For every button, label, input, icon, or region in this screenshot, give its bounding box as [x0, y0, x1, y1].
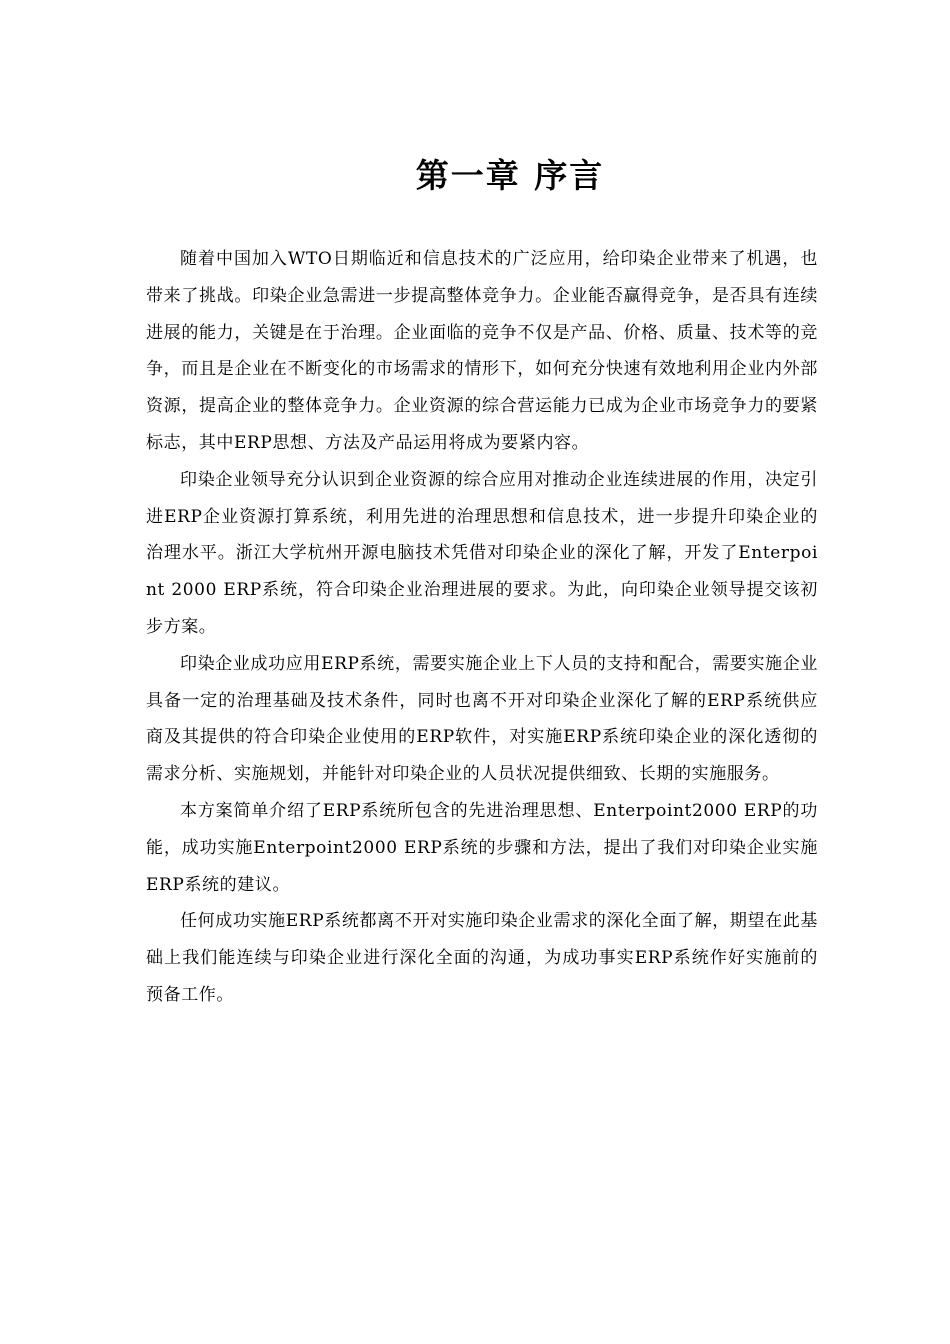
- paragraph-4: 本方案简单介绍了ERP系统所包含的先进治理思想、Enterpoint2000 ERP的功能，成功实施Enterpoint2000 ERP系统的步骤和方法，提出了我们对印染企业实施ERP系统的建议。: [146, 800, 818, 895]
- paragraph-2: 印染企业领导充分认识到企业资源的综合应用对推动企业连续进展的作用，决定引进ERP企业资源打算系统，利用先进的治理思想和信息技术，进一步提升印染企业的治理水平。浙江大学杭州开源电脑技术凭借对印染企业的深化了解，开发了Enterpoint 2000 ERP系统，符合印染企业治理进展的要求。为此，向印染企业领导提交该初步方案。: [146, 469, 818, 637]
- paragraph-5: 任何成功实施ERP系统都离不开对实施印染企业需求的深化全面了解，期望在此基础上我们能连续与印染企业进行深化全面的沟通，为成功事实ERP系统作好实施前的预备工作。: [146, 911, 818, 1005]
- body-text: [146, 241, 818, 1014]
- paragraph-1: 随着中国加入WTO日期临近和信息技术的广泛应用，给印染企业带来了机遇，也带来了挑战。印染企业急需进一步提高整体竞争力。企业能否赢得竞争，是否具有连续进展的能力，关键是在于治理。企业面临的竞争不仅是产品、价格、质量、技术等的竞争，而且是企业在不断变化的市场需求的情形下，如何充分快速有效地利用企业内外部资源，提高企业的整体竞争力。企业资源的综合营运能力已成为企业市场竞争力的要紧标志，其中ERP思想、方法及产品运用将成为要紧内容。: [146, 249, 818, 453]
- paragraph-3: 印染企业成功应用ERP系统，需要实施企业上下人员的支持和配合，需要实施企业具备一定的治理基础及技术条件，同时也离不开对印染企业深化了解的ERP系统供应商及其提供的符合印染企业使用的ERP软件，对实施ERP系统印染企业的深化透彻的需求分析、实施规划，并能针对印染企业的人员状况提供细致、长期的实施服务。: [146, 653, 818, 785]
- chapter-title: 第一章 序言: [415, 156, 605, 195]
